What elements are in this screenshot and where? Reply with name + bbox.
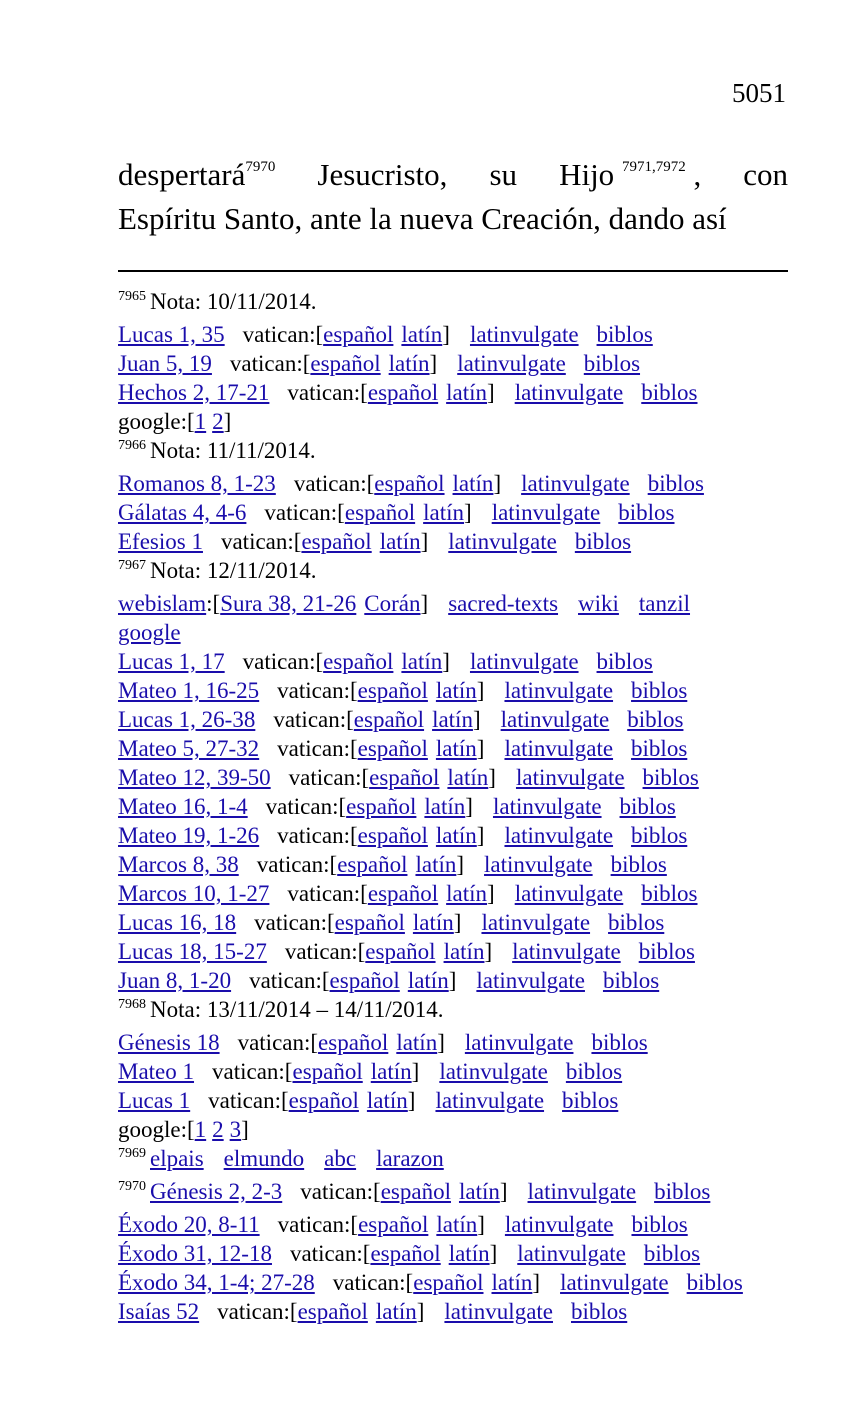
- page-number: 5051: [732, 78, 786, 108]
- footnote-ref-line: [118, 763, 798, 792]
- scripture-ref-link[interactable]: Marcos 8, 38: [118, 852, 239, 877]
- vatican-label: vatican:[: [293, 471, 375, 496]
- espanol-link[interactable]: español: [310, 351, 381, 376]
- bracket-close: ]: [407, 1088, 416, 1113]
- google-link[interactable]: google: [118, 620, 181, 645]
- bracket-close: ]: [453, 910, 462, 935]
- body-word: con: [743, 157, 788, 192]
- biblos-link[interactable]: biblos: [571, 1299, 628, 1324]
- body-text: [118, 156, 788, 238]
- biblos-link[interactable]: biblos: [686, 1270, 743, 1295]
- latinvulgate-link[interactable]: latinvulgate: [439, 1059, 548, 1084]
- biblos-link[interactable]: biblos: [647, 471, 704, 496]
- espanol-link[interactable]: español: [367, 881, 439, 906]
- footnote-ref-line: [118, 1086, 798, 1115]
- espanol-link[interactable]: español: [337, 852, 408, 877]
- espanol-link[interactable]: español: [357, 736, 428, 761]
- body-line-1: [118, 156, 788, 200]
- google-link-2[interactable]: 2: [212, 409, 224, 434]
- espanol-link[interactable]: español: [353, 707, 425, 732]
- latinvulgate-link[interactable]: latinvulgate: [560, 1270, 669, 1295]
- latinvulgate-link[interactable]: latinvulgate: [512, 939, 621, 964]
- islam-links-line: [118, 589, 798, 618]
- webislam-link[interactable]: webislam: [118, 591, 207, 616]
- body-word: [559, 156, 701, 200]
- scripture-ref-link[interactable]: Romanos 8, 1-23: [118, 471, 276, 496]
- biblos-link[interactable]: biblos: [641, 881, 698, 906]
- espanol-link[interactable]: español: [346, 794, 417, 819]
- footnote-number: 7966: [118, 438, 146, 453]
- espanol-link[interactable]: español: [357, 678, 428, 703]
- vatican-label: vatican:[: [208, 1088, 289, 1113]
- scripture-ref-link[interactable]: Hechos 2, 17-21: [118, 380, 270, 405]
- espanol-link[interactable]: español: [367, 380, 439, 405]
- scripture-ref-link[interactable]: Mateo 12, 39-50: [118, 765, 271, 790]
- latinvulgate-link[interactable]: latinvulgate: [515, 765, 625, 790]
- footnote-number: 7967: [118, 558, 146, 573]
- footnote-ref-line: [118, 937, 798, 966]
- latin-link[interactable]: latín: [432, 707, 473, 732]
- biblos-link[interactable]: biblos: [631, 1212, 688, 1237]
- espanol-link[interactable]: español: [297, 1299, 368, 1324]
- latinvulgate-link[interactable]: latinvulgate: [514, 881, 624, 906]
- latin-link[interactable]: latín: [491, 1270, 533, 1295]
- vatican-label: vatican:[: [277, 736, 358, 761]
- vatican-label: vatican:[: [242, 649, 324, 674]
- latin-link[interactable]: latín: [435, 736, 477, 761]
- bracket-close: ]: [488, 765, 496, 790]
- latinvulgate-link[interactable]: latinvulgate: [491, 500, 601, 525]
- vatican-label: vatican:[: [264, 500, 345, 525]
- bracket-close: ]: [464, 500, 472, 525]
- footnote-ref-line: [118, 676, 798, 705]
- biblos-link[interactable]: biblos: [602, 968, 660, 993]
- latin-link[interactable]: latín: [448, 1241, 490, 1266]
- footnote-ref-line: [118, 1239, 798, 1268]
- bracket-close: ]: [493, 471, 502, 496]
- espanol-link[interactable]: español: [323, 322, 394, 347]
- footnote-ref-line: [118, 908, 798, 937]
- footnote-ref-line: [118, 527, 798, 556]
- footnote-ref-line: [118, 1210, 798, 1239]
- body-word-text: Hijo: [559, 157, 615, 192]
- bracket-close: ]: [487, 881, 495, 906]
- biblos-link[interactable]: biblos: [618, 500, 675, 525]
- latinvulgate-link[interactable]: latinvulgate: [514, 380, 624, 405]
- espanol-link[interactable]: español: [344, 500, 416, 525]
- latin-link[interactable]: latín: [375, 1299, 417, 1324]
- latinvulgate-link[interactable]: latinvulgate: [504, 678, 614, 703]
- latin-link[interactable]: latín: [435, 823, 477, 848]
- scripture-ref-link[interactable]: Mateo 1, 16-25: [118, 678, 260, 703]
- latin-link[interactable]: latín: [415, 852, 457, 877]
- biblos-link[interactable]: biblos: [631, 823, 688, 848]
- footnote-ref-7971[interactable]: 7971: [621, 159, 652, 175]
- biblos-link[interactable]: biblos: [591, 1030, 648, 1055]
- espanol-link[interactable]: español: [374, 471, 445, 496]
- bracket-close: ]: [476, 736, 485, 761]
- bracket-close: ]: [472, 707, 481, 732]
- footnote-7966-header: [118, 436, 798, 469]
- latin-link[interactable]: latín: [443, 939, 485, 964]
- scripture-ref-link[interactable]: Marcos 10, 1-27: [118, 881, 270, 906]
- bracket-close: ]: [223, 409, 232, 434]
- biblos-link[interactable]: biblos: [562, 1088, 619, 1113]
- footnote-note: Nota: 10/11/2014.: [150, 289, 317, 314]
- bracket-close: ]: [476, 823, 485, 848]
- bracket-close: ]: [437, 1030, 445, 1055]
- biblos-link[interactable]: biblos: [631, 736, 688, 761]
- scripture-ref-link[interactable]: Lucas 18, 15-27: [118, 939, 267, 964]
- bracket-close: ]: [429, 351, 438, 376]
- latin-link[interactable]: latín: [424, 794, 466, 819]
- espanol-link[interactable]: español: [413, 1270, 484, 1295]
- vatican-label: vatican:[: [288, 765, 370, 790]
- footnote-number: 7965: [118, 289, 146, 304]
- espanol-link[interactable]: español: [334, 910, 405, 935]
- biblos-link[interactable]: biblos: [608, 910, 665, 935]
- google-links-line: [118, 407, 798, 436]
- vatican-label: vatican:[: [300, 1179, 381, 1204]
- vatican-label: vatican:[: [265, 794, 347, 819]
- espanol-link[interactable]: español: [318, 1030, 389, 1055]
- bracket-close: ]: [477, 1212, 485, 1237]
- biblos-link[interactable]: biblos: [641, 380, 698, 405]
- bracket-close: ]: [241, 1117, 249, 1142]
- footnote-ref-line: [118, 705, 798, 734]
- vatican-label: vatican:[: [229, 351, 311, 376]
- biblos-link[interactable]: biblos: [627, 707, 684, 732]
- footnotes: [118, 287, 798, 1326]
- footnote-ref-line: [118, 850, 798, 879]
- latin-link[interactable]: latín: [458, 1179, 500, 1204]
- vatican-label: vatican:[: [256, 852, 338, 877]
- footnote-ref-line: [118, 378, 798, 407]
- latin-link[interactable]: latín: [423, 500, 465, 525]
- vatican-label: vatican:[: [287, 380, 368, 405]
- footnote-ref-line: [118, 1268, 798, 1297]
- latin-link[interactable]: latín: [452, 471, 494, 496]
- footnote-ref-line: [118, 349, 798, 378]
- vatican-label: vatican:[: [287, 881, 368, 906]
- latin-link[interactable]: latín: [446, 881, 488, 906]
- latin-link[interactable]: latín: [446, 380, 488, 405]
- scripture-ref-link[interactable]: Isaías 52: [118, 1299, 200, 1324]
- bracket-open: :[: [206, 591, 221, 616]
- bracket-close: ]: [532, 1270, 541, 1295]
- espanol-link[interactable]: español: [380, 1179, 451, 1204]
- latinvulgate-link[interactable]: latinvulgate: [469, 649, 579, 674]
- latin-link[interactable]: latín: [412, 910, 454, 935]
- scripture-ref-link[interactable]: Juan 5, 19: [118, 351, 212, 376]
- latinvulgate-link[interactable]: latinvulgate: [504, 736, 614, 761]
- scripture-ref-link[interactable]: Lucas 16, 18: [118, 910, 237, 935]
- body-word: su: [489, 157, 518, 192]
- vatican-label: vatican:[: [242, 322, 324, 347]
- bracket-close: ]: [420, 529, 429, 554]
- latinvulgate-link[interactable]: latinvulgate: [500, 707, 610, 732]
- footnote-7970-first-line: [118, 1177, 798, 1210]
- footnote-note: Nota: 13/11/2014 – 14/11/2014.: [150, 997, 444, 1022]
- google-label: google:[: [118, 409, 195, 434]
- scripture-ref-link[interactable]: Mateo 19, 1-26: [118, 823, 260, 848]
- footnote-ref-line: [118, 498, 798, 527]
- google-link-3[interactable]: 3: [229, 1117, 242, 1142]
- biblos-link[interactable]: biblos: [619, 794, 676, 819]
- footnote-ref-line: [118, 966, 798, 995]
- google-link-line: [118, 618, 798, 647]
- google-label: google:[: [118, 1117, 195, 1142]
- latin-link[interactable]: latín: [379, 529, 421, 554]
- latin-link[interactable]: latín: [407, 968, 449, 993]
- latinvulgate-link[interactable]: latinvulgate: [476, 968, 585, 993]
- footnote-note: Nota: 11/11/2014.: [150, 438, 316, 463]
- bracket-close: ]: [476, 678, 485, 703]
- latinvulgate-link[interactable]: latinvulgate: [469, 322, 579, 347]
- footnote-ref-line: [118, 1028, 798, 1057]
- footnote-ref-line: [118, 821, 798, 850]
- latin-link[interactable]: latín: [436, 1212, 478, 1237]
- latin-link[interactable]: latín: [401, 322, 443, 347]
- bracket-close: ]: [487, 380, 495, 405]
- latin-link[interactable]: latín: [447, 765, 489, 790]
- bracket-close: ]: [448, 968, 457, 993]
- news-link-larazon[interactable]: larazon: [376, 1146, 444, 1171]
- google-link-2[interactable]: 2: [212, 1117, 224, 1142]
- body-comma: ,: [693, 157, 702, 192]
- latinvulgate-link[interactable]: latinvulgate: [504, 1212, 614, 1237]
- vatican-label: vatican:[: [289, 1241, 371, 1266]
- latinvulgate-link[interactable]: latinvulgate: [504, 823, 614, 848]
- vatican-label: vatican:[: [220, 529, 302, 554]
- espanol-link[interactable]: español: [323, 649, 394, 674]
- vatican-label: vatican:[: [217, 1299, 298, 1324]
- latinvulgate-link[interactable]: latinvulgate: [492, 794, 602, 819]
- news-link-elmundo[interactable]: elmundo: [223, 1146, 305, 1171]
- latinvulgate-link[interactable]: latinvulgate: [435, 1088, 545, 1113]
- scripture-ref-link[interactable]: Lucas 1, 17: [118, 649, 225, 674]
- scripture-ref-link[interactable]: Efesios 1: [118, 529, 203, 554]
- biblos-link[interactable]: biblos: [574, 529, 632, 554]
- vatican-label: vatican:[: [277, 678, 358, 703]
- espanol-link[interactable]: español: [329, 968, 400, 993]
- biblos-link[interactable]: biblos: [596, 649, 653, 674]
- latinvulgate-link[interactable]: latinvulgate: [527, 1179, 637, 1204]
- tanzil-link[interactable]: tanzil: [638, 591, 691, 616]
- espanol-link[interactable]: español: [292, 1059, 363, 1084]
- bracket-close: ]: [420, 591, 429, 616]
- espanol-link[interactable]: español: [301, 529, 372, 554]
- espanol-link[interactable]: español: [288, 1088, 359, 1113]
- biblos-link[interactable]: biblos: [643, 1241, 701, 1266]
- latinvulgate-link[interactable]: latinvulgate: [481, 910, 591, 935]
- bracket-close: ]: [416, 1299, 425, 1324]
- latinvulgate-link[interactable]: latinvulgate: [517, 1241, 626, 1266]
- biblos-link[interactable]: biblos: [610, 852, 667, 877]
- news-link-abc[interactable]: abc: [324, 1146, 357, 1171]
- scripture-ref-link[interactable]: Lucas 1, 35: [118, 322, 225, 347]
- body-word: [118, 156, 275, 200]
- biblos-link[interactable]: biblos: [638, 939, 695, 964]
- footnote-7969-header: [118, 1144, 798, 1177]
- footnote-ref-line: [118, 792, 798, 821]
- scripture-ref-link[interactable]: Gálatas 4, 4-6: [118, 500, 247, 525]
- bracket-close: ]: [484, 939, 493, 964]
- biblos-link[interactable]: biblos: [596, 322, 653, 347]
- bracket-close: ]: [411, 1059, 420, 1084]
- bracket-close: ]: [442, 322, 450, 347]
- footnote-ref-line: [118, 1297, 798, 1326]
- espanol-link[interactable]: español: [370, 1241, 441, 1266]
- vatican-label: vatican:[: [237, 1030, 319, 1055]
- scripture-ref-link[interactable]: Éxodo 20, 8-11: [118, 1212, 260, 1237]
- scripture-ref-link[interactable]: Éxodo 34, 1-4; 27-28: [118, 1270, 315, 1295]
- footnote-ref-line: [118, 879, 798, 908]
- latinvulgate-link[interactable]: latinvulgate: [444, 1299, 553, 1324]
- scripture-ref-link[interactable]: Mateo 1: [118, 1059, 195, 1084]
- bracket-close: ]: [442, 649, 450, 674]
- footnote-number: 7969: [118, 1146, 146, 1161]
- google-link-1[interactable]: 1: [194, 409, 207, 434]
- footnote-ref-line: [118, 1057, 798, 1086]
- vatican-label: vatican:[: [277, 823, 358, 848]
- body-word-text: despertará: [118, 157, 246, 192]
- latinvulgate-link[interactable]: latinvulgate: [448, 529, 557, 554]
- footnote-ref-line: [118, 320, 798, 349]
- biblos-link[interactable]: biblos: [565, 1059, 623, 1084]
- biblos-link[interactable]: biblos: [631, 678, 688, 703]
- wiki-link[interactable]: wiki: [578, 591, 619, 616]
- latin-link[interactable]: latín: [396, 1030, 438, 1055]
- vatican-label: vatican:[: [249, 968, 330, 993]
- body-word: Jesucristo,: [317, 157, 448, 192]
- vatican-label: vatican:[: [277, 1212, 359, 1237]
- latin-link[interactable]: latín: [401, 649, 443, 674]
- latinvulgate-link[interactable]: latinvulgate: [484, 852, 593, 877]
- espanol-link[interactable]: español: [369, 765, 440, 790]
- vatican-label: vatican:[: [254, 910, 335, 935]
- news-link-elpais[interactable]: elpais: [150, 1146, 204, 1171]
- footnote-ref-separator: ,: [651, 159, 656, 175]
- body-line-2: Espíritu Santo, ante la nueva Creación, dando así: [118, 201, 727, 236]
- google-link-1[interactable]: 1: [194, 1117, 207, 1142]
- sura-link[interactable]: Sura 38, 21-26: [220, 591, 357, 616]
- scripture-ref-link[interactable]: Juan 8, 1-20: [118, 968, 232, 993]
- latin-link[interactable]: latín: [370, 1059, 412, 1084]
- vatican-label: vatican:[: [273, 707, 354, 732]
- latinvulgate-link[interactable]: latinvulgate: [457, 351, 566, 376]
- coran-link[interactable]: Corán: [364, 591, 421, 616]
- footnote-ref-7970[interactable]: 7970: [245, 159, 276, 175]
- espanol-link[interactable]: español: [365, 939, 436, 964]
- biblos-link[interactable]: biblos: [654, 1179, 711, 1204]
- latinvulgate-link[interactable]: latinvulgate: [521, 471, 630, 496]
- vatican-label: vatican:[: [332, 1270, 414, 1295]
- biblos-link[interactable]: biblos: [583, 351, 641, 376]
- biblos-link[interactable]: biblos: [642, 765, 699, 790]
- footnote-ref-7972[interactable]: 7972: [655, 159, 686, 175]
- footnote-7968-header: [118, 995, 798, 1028]
- sacred-texts-link[interactable]: sacred-texts: [448, 591, 559, 616]
- footnote-7967-header: [118, 556, 798, 589]
- scripture-ref-link[interactable]: Éxodo 31, 12-18: [118, 1241, 272, 1266]
- google-links-line: [118, 1115, 798, 1144]
- footnote-ref-line: [118, 647, 798, 676]
- bracket-close: ]: [456, 852, 465, 877]
- footnote-ref-line: [118, 469, 798, 498]
- footnote-number: 7970: [118, 1179, 146, 1194]
- latinvulgate-link[interactable]: latinvulgate: [464, 1030, 574, 1055]
- scripture-ref-link[interactable]: Lucas 1, 26-38: [118, 707, 256, 732]
- latin-link[interactable]: latín: [388, 351, 430, 376]
- vatican-label: vatican:[: [284, 939, 366, 964]
- bracket-close: ]: [499, 1179, 508, 1204]
- vatican-label: vatican:[: [212, 1059, 293, 1084]
- bracket-close: ]: [465, 794, 473, 819]
- scripture-ref-link[interactable]: Lucas 1: [118, 1088, 191, 1113]
- footnote-7965-header: [118, 287, 798, 320]
- footnote-ref-line: [118, 734, 798, 763]
- scripture-ref-link[interactable]: Mateo 5, 27-32: [118, 736, 260, 761]
- scripture-ref-link[interactable]: Génesis 18: [118, 1030, 220, 1055]
- footnote-note: Nota: 12/11/2014.: [150, 558, 317, 583]
- latin-link[interactable]: latín: [435, 678, 477, 703]
- footnote-separator-rule: [118, 270, 788, 272]
- bracket-close: ]: [489, 1241, 498, 1266]
- footnote-number: 7968: [118, 997, 146, 1012]
- scripture-ref-link[interactable]: Mateo 16, 1-4: [118, 794, 248, 819]
- espanol-link[interactable]: español: [358, 1212, 429, 1237]
- scripture-ref-link[interactable]: Génesis 2, 2-3: [150, 1179, 283, 1204]
- espanol-link[interactable]: español: [357, 823, 428, 848]
- latin-link[interactable]: latín: [366, 1088, 408, 1113]
